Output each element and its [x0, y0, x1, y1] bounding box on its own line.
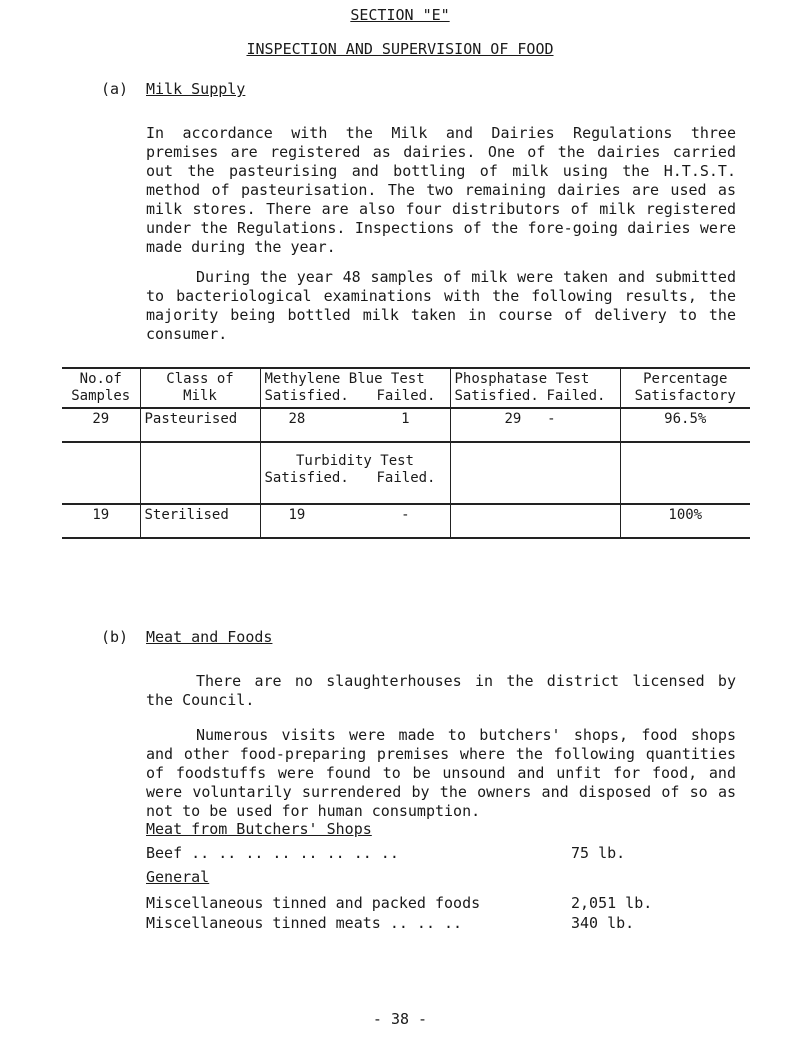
list-item: Beef .. .. .. .. .. .. .. .. 75 lb.	[146, 844, 626, 862]
header-class: Class of Milk	[140, 368, 260, 408]
list-item: Miscellaneous tinned meats .. .. .. 340 lb.	[146, 914, 635, 932]
butchers-shops-heading: Meat from Butchers' Shops	[146, 820, 372, 838]
table-header-row	[62, 368, 750, 408]
list-item: Miscellaneous tinned and packed foods 2,051 lb.	[146, 894, 653, 912]
meat-heading: Meat and Foods	[146, 628, 273, 646]
milk-heading: Milk Supply	[146, 80, 246, 98]
table-row: 19 Sterilised 19 - 100%	[62, 504, 750, 538]
milk-paragraph-2: During the year 48 samples of milk were taken and submitted to bacteriological examinations with the following results, the majority being bottled milk taken in course of delivery to the consumer.	[146, 268, 736, 343]
table-row: 29 Pasteurised 28 1 29 - 96.5%	[62, 408, 750, 442]
section-title: SECTION "E"	[350, 6, 450, 24]
header-phosphatase: Phosphatase Test Satisfied. Failed.	[450, 368, 620, 408]
turbidity-row	[62, 442, 750, 504]
main-heading: INSPECTION AND SUPERVISION OF FOOD	[246, 40, 554, 58]
meat-section-marker: (b)	[101, 628, 129, 646]
turbidity-test: Turbidity Test Satisfied. Failed.	[260, 442, 450, 504]
header-methylene: Methylene Blue Test Satisfied. Failed.	[260, 368, 450, 408]
meat-paragraph-1: There are no slaughterhouses in the district licensed by the Council.	[146, 672, 736, 709]
general-heading: General	[146, 868, 210, 886]
milk-section-marker: (a)	[101, 80, 129, 98]
milk-results-table	[62, 367, 750, 539]
page-number: - 38 -	[372, 1010, 428, 1028]
header-percentage: Percentage Satisfactory	[620, 368, 750, 408]
meat-paragraph-2: Numerous visits were made to butchers' shops, food shops and other food-preparing premises where the following quantities of foodstuffs were found to be unsound and unfit for food, and were voluntarily surrendered by the owners and disposed of so as not to be used for human consumption.	[146, 726, 736, 820]
header-samples: No.of Samples	[62, 368, 140, 408]
milk-paragraph-1: In accordance with the Milk and Dairies Regulations three premises are registered as dairies. One of the dairies carried out the pasteurising and bottling of milk using the H.T.S.T. method of pasteurisation. The two remaining dairies are used as milk stores. There are also four distributors of milk registered under the Regulations. Inspections of the fore-going dairies were made during the year.	[146, 124, 736, 256]
